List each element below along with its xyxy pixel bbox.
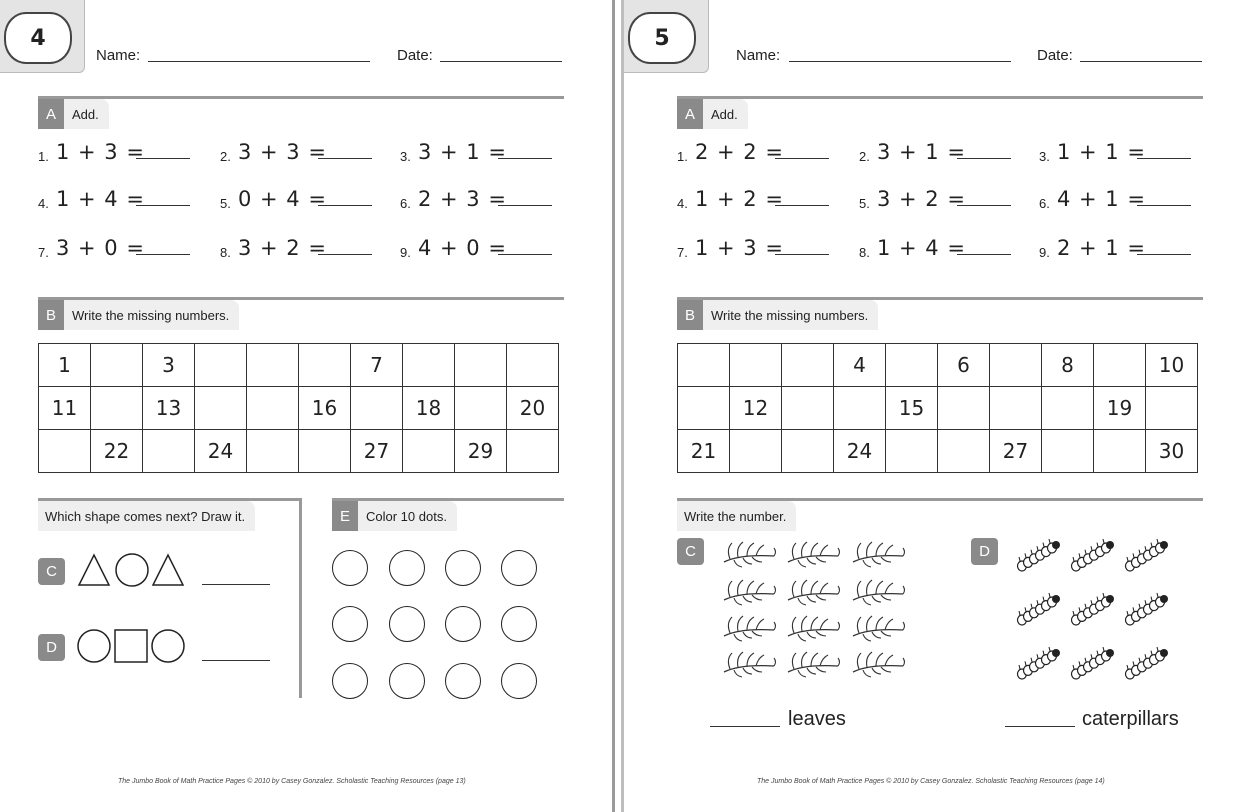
problem-number: 2.: [220, 149, 231, 164]
grid-cell-number: 6: [938, 344, 990, 387]
grid-cell-blank[interactable]: [678, 387, 730, 430]
grid-cell-number: 30: [1146, 430, 1198, 473]
grid-cell-blank[interactable]: [195, 387, 247, 430]
grid-cell-blank[interactable]: [1042, 387, 1094, 430]
name-label: Name:: [736, 47, 781, 64]
date-field[interactable]: [1080, 61, 1202, 62]
caterpillar-icon: [1016, 540, 1058, 574]
problem-expression: 2 + 1 =: [1057, 236, 1146, 260]
color-dot[interactable]: [389, 606, 425, 642]
caterpillar-icon: [1016, 648, 1058, 682]
circle-shape: [152, 630, 184, 662]
leaf-icon: [784, 612, 842, 642]
problem-expression: 1 + 4 =: [877, 236, 966, 260]
grid-cell-number: 18: [403, 387, 455, 430]
grid-cell-blank[interactable]: [507, 430, 559, 473]
grid-cell-blank[interactable]: [730, 344, 782, 387]
name-field[interactable]: [789, 61, 1011, 62]
caterpillar-icon: [1070, 594, 1112, 628]
color-dot[interactable]: [501, 663, 537, 699]
problem-number: 5.: [220, 196, 231, 211]
right-worksheet-page: [624, 0, 1253, 812]
grid-cell-number: 19: [1094, 387, 1146, 430]
grid-row: [678, 430, 1198, 473]
section-a-letter: A: [38, 99, 64, 129]
answer-blank[interactable]: [775, 254, 829, 255]
color-dot[interactable]: [332, 663, 368, 699]
count-section-title: Write the number.: [684, 508, 787, 524]
grid-row: [39, 344, 559, 387]
grid-cell-number: 27: [990, 430, 1042, 473]
answer-blank[interactable]: [318, 205, 372, 206]
grid-cell-blank[interactable]: [938, 387, 990, 430]
answer-blank[interactable]: [775, 158, 829, 159]
grid-cell-blank[interactable]: [938, 430, 990, 473]
grid-cell-blank[interactable]: [247, 387, 299, 430]
shape-d-answer-line[interactable]: [202, 660, 270, 661]
grid-cell-blank[interactable]: [1094, 430, 1146, 473]
page-footer: The Jumbo Book of Math Practice Pages © 2010 by Casey Gonzalez. Scholastic Teaching Resources (page 14): [757, 778, 1105, 785]
grid-cell-number: 4: [834, 344, 886, 387]
answer-blank[interactable]: [1137, 158, 1191, 159]
problem-number: 4.: [677, 196, 688, 211]
problem-number: 1.: [38, 149, 49, 164]
leaf-icon: [720, 648, 778, 678]
problem-expression: 1 + 1 =: [1057, 140, 1146, 164]
section-a-letter: A: [677, 99, 703, 129]
color-dot[interactable]: [389, 550, 425, 586]
date-label: Date:: [397, 47, 433, 64]
section-b-header: [677, 300, 878, 330]
leaf-icon: [849, 538, 907, 568]
name-field[interactable]: [148, 61, 370, 62]
grid-cell-blank[interactable]: [886, 430, 938, 473]
problem-expression: 1 + 4 =: [56, 187, 145, 211]
answer-blank[interactable]: [136, 205, 190, 206]
color-dot[interactable]: [501, 606, 537, 642]
triangle-shape: [153, 555, 183, 585]
section-b-title: Write the missing numbers.: [72, 307, 230, 323]
number-grid: [38, 343, 559, 473]
caterpillars-answer-line[interactable]: [1005, 726, 1075, 727]
caterpillar-icon: [1016, 594, 1058, 628]
grid-cell-blank[interactable]: [91, 387, 143, 430]
problem-expression: 4 + 1 =: [1057, 187, 1146, 211]
caterpillar-icon: [1124, 648, 1166, 682]
square-shape: [115, 630, 147, 662]
grid-row: [39, 387, 559, 430]
problem-number: 2.: [859, 149, 870, 164]
shape-section-header: [38, 501, 255, 531]
caterpillar-icon: [1070, 540, 1112, 574]
leaf-icon: [720, 538, 778, 568]
problem-number: 9.: [400, 245, 411, 260]
shape-pattern-c: [77, 552, 187, 588]
grid-cell-blank[interactable]: [403, 430, 455, 473]
grid-cell-number: 20: [507, 387, 559, 430]
grid-cell-number: 27: [351, 430, 403, 473]
grid-cell-blank[interactable]: [1146, 387, 1198, 430]
problem-number: 6.: [1039, 196, 1050, 211]
number-grid: [677, 343, 1198, 473]
problem-number: 8.: [859, 245, 870, 260]
grid-cell-blank[interactable]: [455, 344, 507, 387]
problem-expression: 1 + 3 =: [695, 236, 784, 260]
date-label: Date:: [1037, 47, 1073, 64]
color-dot[interactable]: [389, 663, 425, 699]
leaf-icon: [784, 648, 842, 678]
grid-cell-number: 29: [455, 430, 507, 473]
grid-cell-blank[interactable]: [403, 344, 455, 387]
count-c-tag: C: [677, 538, 704, 565]
answer-blank[interactable]: [318, 158, 372, 159]
grid-cell-blank[interactable]: [678, 344, 730, 387]
leaf-icon: [849, 612, 907, 642]
grid-cell-blank[interactable]: [1094, 344, 1146, 387]
answer-blank[interactable]: [136, 254, 190, 255]
leaf-icon: [849, 576, 907, 606]
grid-cell-blank[interactable]: [507, 344, 559, 387]
problem-expression: 2 + 2 =: [695, 140, 784, 164]
grid-cell-blank[interactable]: [143, 430, 195, 473]
grid-cell-blank[interactable]: [990, 387, 1042, 430]
problem-number: 6.: [400, 196, 411, 211]
grid-cell-blank[interactable]: [247, 344, 299, 387]
grid-cell-number: 16: [299, 387, 351, 430]
problem-number: 4.: [38, 196, 49, 211]
section-b-header: [38, 300, 239, 330]
problem-number: 7.: [38, 245, 49, 260]
problem-expression: 0 + 4 =: [238, 187, 327, 211]
left-worksheet-page: [0, 0, 612, 812]
shape-c-answer-line[interactable]: [202, 584, 270, 585]
problem-number: 8.: [220, 245, 231, 260]
count-d-tag: D: [971, 538, 998, 565]
grid-cell-number: 3: [143, 344, 195, 387]
leaf-icon: [849, 648, 907, 678]
answer-blank[interactable]: [957, 205, 1011, 206]
grid-cell-number: 22: [91, 430, 143, 473]
grid-row: [678, 344, 1198, 387]
problem-expression: 3 + 1 =: [418, 140, 507, 164]
leaves-answer-line[interactable]: [710, 726, 780, 727]
problem-expression: 3 + 1 =: [877, 140, 966, 164]
caterpillar-icon: [1124, 540, 1166, 574]
problem-number: 7.: [677, 245, 688, 260]
problem-number: 1.: [677, 149, 688, 164]
grid-cell-blank[interactable]: [782, 430, 834, 473]
shape-pattern-d: [77, 628, 187, 664]
grid-cell-blank[interactable]: [299, 344, 351, 387]
count-section-header: [677, 501, 796, 531]
answer-blank[interactable]: [498, 158, 552, 159]
grid-cell-blank[interactable]: [782, 387, 834, 430]
grid-row: [678, 387, 1198, 430]
section-a-rule: [38, 96, 564, 99]
problem-number: 3.: [1039, 149, 1050, 164]
section-a-rule: [677, 96, 1203, 99]
grid-cell-number: 11: [39, 387, 91, 430]
answer-blank[interactable]: [775, 205, 829, 206]
circle-shape: [116, 554, 148, 586]
section-b-title: Write the missing numbers.: [711, 307, 869, 323]
leaves-word: leaves: [788, 708, 846, 730]
answer-blank[interactable]: [1137, 254, 1191, 255]
grid-cell-blank[interactable]: [1042, 430, 1094, 473]
book-spine: [612, 0, 624, 812]
grid-cell-blank[interactable]: [351, 387, 403, 430]
grid-cell-blank[interactable]: [195, 344, 247, 387]
problem-expression: 3 + 3 =: [238, 140, 327, 164]
color-dot[interactable]: [445, 663, 481, 699]
grid-cell-number: 12: [730, 387, 782, 430]
leaf-icon: [784, 576, 842, 606]
answer-blank[interactable]: [498, 205, 552, 206]
grid-cell-number: 10: [1146, 344, 1198, 387]
date-field[interactable]: [440, 61, 562, 62]
problem-expression: 3 + 2 =: [238, 236, 327, 260]
answer-blank[interactable]: [318, 254, 372, 255]
grid-cell-blank[interactable]: [247, 430, 299, 473]
grid-cell-number: 7: [351, 344, 403, 387]
problem-expression: 3 + 2 =: [877, 187, 966, 211]
leaf-icon: [720, 612, 778, 642]
problem-expression: 1 + 2 =: [695, 187, 784, 211]
grid-cell-blank[interactable]: [782, 344, 834, 387]
section-a-title: Add.: [711, 106, 738, 122]
grid-cell-number: 24: [834, 430, 886, 473]
section-divider: [299, 498, 302, 698]
grid-cell-number: 8: [1042, 344, 1094, 387]
grid-row: [39, 430, 559, 473]
answer-blank[interactable]: [957, 158, 1011, 159]
section-b-letter: B: [677, 300, 703, 330]
shape-section-title: Which shape comes next? Draw it.: [45, 508, 246, 524]
grid-cell-blank[interactable]: [834, 387, 886, 430]
problem-expression: 3 + 0 =: [56, 236, 145, 260]
grid-cell-blank[interactable]: [299, 430, 351, 473]
problem-expression: 4 + 0 =: [418, 236, 507, 260]
page-number-badge: 5: [628, 12, 696, 64]
section-b-letter: B: [38, 300, 64, 330]
problem-expression: 2 + 3 =: [418, 187, 507, 211]
section-e-header: [332, 501, 457, 531]
section-a-header: [677, 99, 748, 129]
leaf-icon: [784, 538, 842, 568]
section-e-letter: E: [332, 501, 358, 531]
grid-cell-blank[interactable]: [455, 387, 507, 430]
grid-cell-number: 1: [39, 344, 91, 387]
grid-cell-blank[interactable]: [730, 430, 782, 473]
problem-number: 5.: [859, 196, 870, 211]
grid-cell-blank[interactable]: [886, 344, 938, 387]
color-dot[interactable]: [332, 606, 368, 642]
caterpillar-icon: [1124, 594, 1166, 628]
caterpillars-word: caterpillars: [1082, 708, 1179, 730]
grid-cell-number: 15: [886, 387, 938, 430]
page-number-badge: 4: [4, 12, 72, 64]
grid-cell-blank[interactable]: [91, 344, 143, 387]
section-a-title: Add.: [72, 106, 99, 122]
section-e-title: Color 10 dots.: [366, 508, 447, 524]
problem-number: 9.: [1039, 245, 1050, 260]
circle-shape: [78, 630, 110, 662]
answer-blank[interactable]: [498, 254, 552, 255]
grid-cell-number: 13: [143, 387, 195, 430]
section-a-header: [38, 99, 109, 129]
grid-cell-number: 24: [195, 430, 247, 473]
triangle-shape: [79, 555, 109, 585]
page-number-corner: [624, 0, 709, 73]
color-dot[interactable]: [332, 550, 368, 586]
color-dot[interactable]: [445, 606, 481, 642]
color-dot[interactable]: [445, 550, 481, 586]
caterpillar-icon: [1070, 648, 1112, 682]
problem-number: 3.: [400, 149, 411, 164]
page-number-corner: [0, 0, 85, 73]
name-label: Name:: [96, 47, 141, 64]
shape-c-tag: C: [38, 558, 65, 585]
grid-cell-number: 21: [678, 430, 730, 473]
answer-blank[interactable]: [1137, 205, 1191, 206]
color-dot[interactable]: [501, 550, 537, 586]
page-footer: The Jumbo Book of Math Practice Pages © 2010 by Casey Gonzalez. Scholastic Teaching Resources (page 13): [118, 778, 466, 785]
leaf-icon: [720, 576, 778, 606]
answer-blank[interactable]: [957, 254, 1011, 255]
grid-cell-blank[interactable]: [990, 344, 1042, 387]
problem-expression: 1 + 3 =: [56, 140, 145, 164]
shape-d-tag: D: [38, 634, 65, 661]
answer-blank[interactable]: [136, 158, 190, 159]
grid-cell-blank[interactable]: [39, 430, 91, 473]
